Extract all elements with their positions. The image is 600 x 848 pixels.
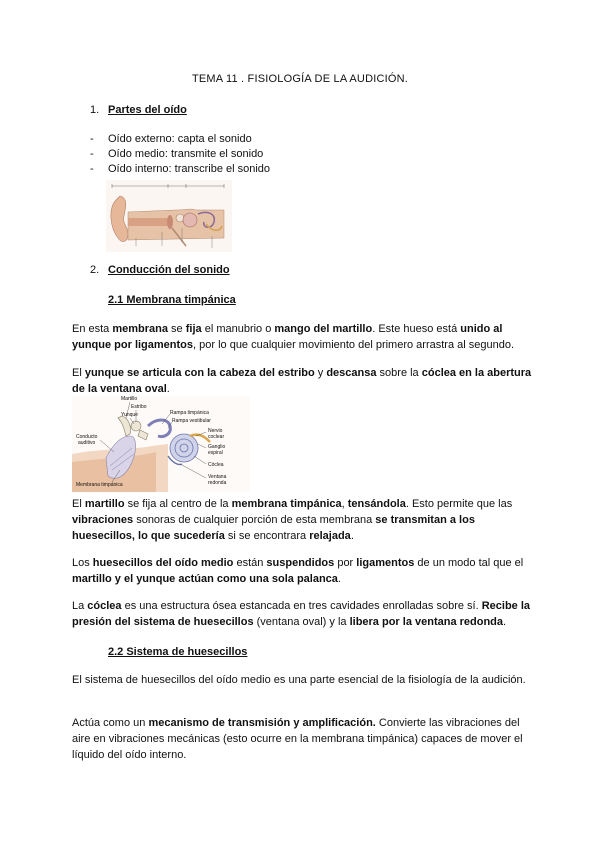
bold-run: martillo y el yunque actúan como una sola palanca — [72, 573, 338, 585]
page-title: TEMA 11 . FISIOLOGÍA DE LA AUDICIÓN. — [191, 73, 409, 85]
label-auditivo: auditivo — [78, 440, 96, 446]
text-run: El sistema de huesecillos del oído medio es una parte esencial de la fisiología de la audición. — [72, 674, 526, 686]
text-run: Actúa como un — [72, 717, 149, 729]
text-run: . Esto permite que las — [405, 498, 513, 510]
label-nervio: Nervio — [208, 428, 223, 434]
text-run: por — [334, 557, 357, 569]
section-1-heading: Partes del oído — [108, 104, 187, 116]
subsection-2-1-heading: 2.1 Membrana timpánica — [108, 294, 236, 306]
text-run: sobre la — [376, 367, 422, 379]
bold-run: fija — [185, 323, 202, 335]
section-2-heading: Conducción del sonido — [108, 264, 230, 276]
bold-run: cóclea — [87, 600, 122, 612]
bullet-text: Oído medio: transmite el sonido — [108, 148, 264, 160]
text-run: (ventana oval) y la — [253, 616, 350, 628]
bold-run: suspendidos — [266, 557, 335, 569]
bold-run: mango del martillo — [274, 323, 373, 335]
text-run: Convierte las vibraciones del aire en vibraciones mecánicas (esto ocurre en la membrana timpánica) capaces de mover el líquido del oído interno. — [72, 717, 523, 761]
bold-run: yunque se articula con la cabeza del estribo — [84, 367, 315, 379]
text-run: En esta — [72, 323, 113, 335]
label-espiral: espiral — [208, 450, 223, 456]
section-2-number: 2. — [90, 264, 100, 276]
label-redonda: redonda — [208, 480, 227, 486]
bold-run: membrana timpánica — [231, 498, 342, 510]
bullet-dash: - — [90, 133, 94, 145]
text-run: es una estructura ósea estancada en tres cavidades enrolladas sobre sí. — [121, 600, 482, 612]
ear-anatomy-figure — [106, 180, 232, 252]
bold-run: libera por la ventana redonda — [349, 616, 504, 628]
paragraph — [72, 715, 532, 763]
text-run: , — [341, 498, 348, 510]
text-run: Los — [72, 557, 93, 569]
text-run: se fija al centro de la — [124, 498, 232, 510]
bold-run: huesecillos del oído medio — [92, 557, 234, 569]
bold-run: martillo — [84, 498, 125, 510]
paragraph — [72, 496, 532, 544]
paragraph — [72, 598, 532, 630]
label-estribo: Estribo — [131, 404, 147, 410]
bold-run: Recibe la presión del sistema de huesecillos — [72, 600, 531, 628]
section-1-number: 1. — [90, 104, 100, 116]
bold-run: unido al yunque por ligamentos — [72, 323, 503, 351]
label-yunque: Yunque — [121, 412, 138, 418]
text-run: sonoras de cualquier porción de esta membrana — [133, 514, 376, 526]
text-run: si se encontrara — [224, 530, 310, 542]
bullet-dash: - — [90, 148, 94, 160]
label-rampa-timpanica: Rampa timpánica — [170, 410, 209, 416]
text-run: de un modo tal que el — [414, 557, 524, 569]
label-martillo: Martillo — [121, 396, 138, 402]
text-run: y — [314, 367, 327, 379]
label-rampa-vestibular: Rampa vestibular — [172, 418, 211, 424]
bold-run: descansa — [326, 367, 377, 379]
bold-run: se transmitan a los huesecillos, lo que sucedería — [72, 514, 475, 542]
bold-run: mecanismo de transmisión y amplificación. — [148, 717, 376, 729]
text-run: . — [337, 573, 341, 585]
text-run: El — [72, 367, 85, 379]
bold-run: membrana — [112, 323, 168, 335]
text-run: el manubrio o — [201, 323, 275, 335]
bold-run: relajada — [309, 530, 351, 542]
bold-run: cóclea en la abertura de la ventana oval — [72, 367, 532, 395]
middle-ear-figure — [72, 396, 250, 492]
label-coclear: coclear — [208, 434, 225, 440]
paragraph — [72, 555, 532, 587]
bullet-text: Oído externo: capta el sonido — [108, 133, 252, 145]
subsection-2-2-heading: 2.2 Sistema de huesecillos — [108, 646, 248, 658]
label-conducto: Conducto — [76, 434, 98, 440]
paragraph — [72, 672, 532, 688]
bullet-dash: - — [90, 163, 94, 175]
bold-run: tensándola — [347, 498, 406, 510]
text-run: , por lo que cualquier movimiento del primero arrastra al segundo. — [193, 339, 515, 351]
text-run: . Este hueso está — [372, 323, 461, 335]
label-ventana: Ventana — [208, 474, 227, 480]
text-run: El — [72, 498, 85, 510]
bold-run: ligamentos — [356, 557, 415, 569]
text-run: . — [166, 383, 170, 395]
text-run: se — [168, 323, 186, 335]
label-membrana-timpanica: Membrana timpánica — [76, 482, 123, 488]
label-coclea: Cóclea — [208, 462, 224, 468]
text-run: . — [503, 616, 507, 628]
paragraph — [72, 321, 532, 353]
paragraph — [72, 365, 532, 397]
bullet-text: Oído interno: transcribe el sonido — [108, 163, 271, 175]
bold-run: vibraciones — [72, 514, 134, 526]
text-run: están — [233, 557, 267, 569]
text-run: La — [72, 600, 88, 612]
text-run: . — [350, 530, 354, 542]
label-ganglio: Ganglio — [208, 444, 226, 450]
